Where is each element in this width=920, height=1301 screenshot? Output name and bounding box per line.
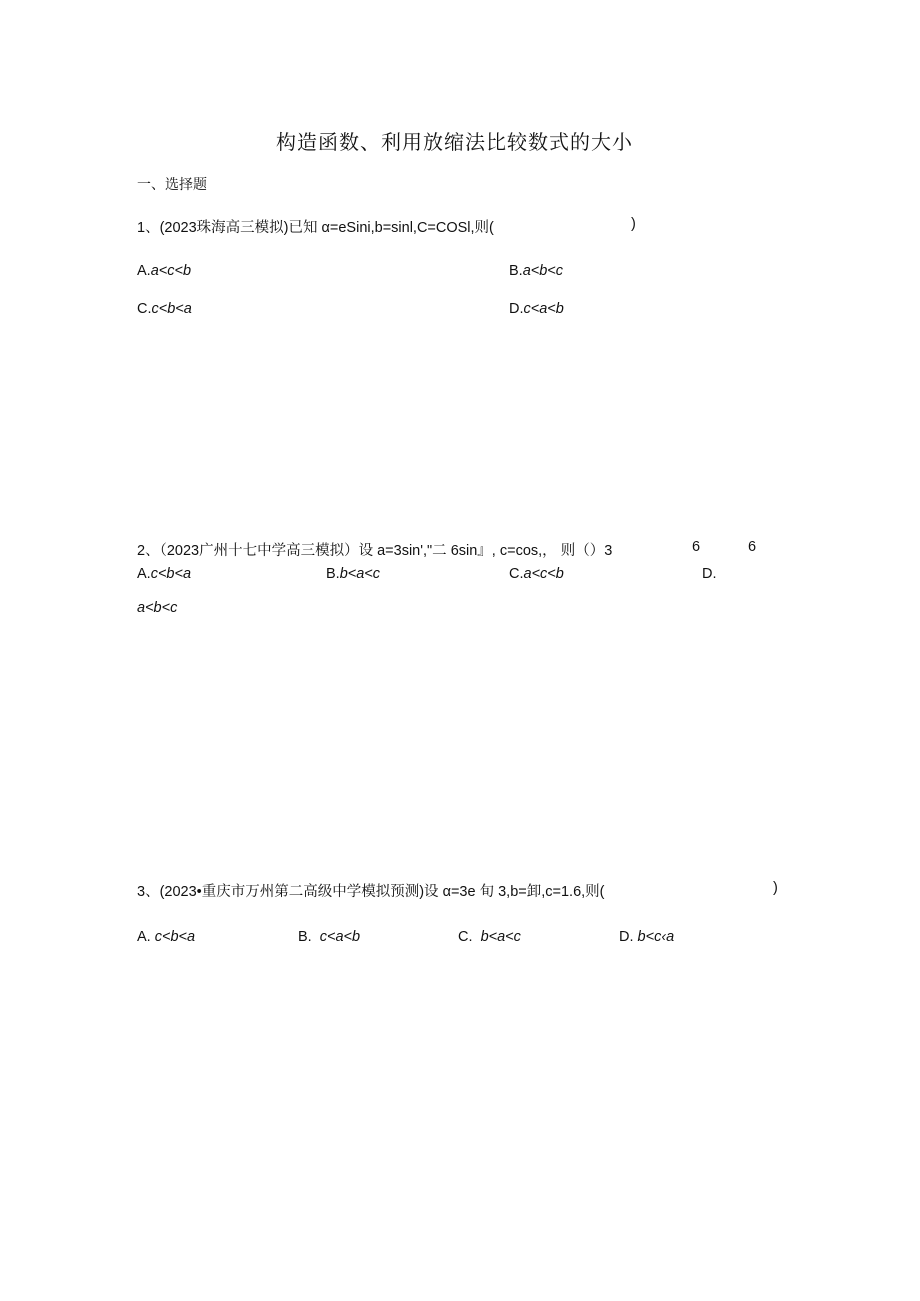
question-1-option-d xyxy=(509,301,564,317)
question-2-option-b xyxy=(326,566,380,582)
question-2-option-d-expr: a<b<c xyxy=(137,600,178,616)
question-1-stem: 1、(2023珠海高三模拟)已知 α=eSini,b=sinl,C=COSl,则( xyxy=(137,220,494,236)
question-3-option-d xyxy=(619,929,674,945)
option-expr: c<b<a xyxy=(150,566,192,582)
question-3-option-a xyxy=(137,929,195,945)
option-expr: a<c<b xyxy=(523,566,564,582)
option-expr: b<c‹a xyxy=(637,929,675,945)
question-2-option-a xyxy=(137,566,191,582)
question-1-close-paren: ) xyxy=(631,216,636,232)
question-2-option-c xyxy=(509,566,564,582)
option-expr: c<b<a xyxy=(154,929,196,945)
question-2-stem: 2、（2023广州十七中学高三模拟）设 a=3sin',"二 6sin』, c=cos,， 则（）3 xyxy=(137,543,613,559)
question-1-option-b xyxy=(509,263,563,279)
question-3-stem: 3、(2023•重庆市万州第二高级中学模拟预测)设 α=3e 旬 3,b=卸,c=1.6,则( xyxy=(137,884,605,900)
option-label: B. xyxy=(298,929,312,945)
question-1-option-a xyxy=(137,263,191,279)
question-2-number-1: 6 xyxy=(692,539,701,555)
option-label: D. xyxy=(619,929,634,945)
option-label: A. xyxy=(137,263,151,279)
option-label: C. xyxy=(509,566,524,582)
option-label: B. xyxy=(326,566,340,582)
option-expr: c<b<a xyxy=(151,301,192,317)
option-label: B. xyxy=(509,263,523,279)
question-3-option-b xyxy=(298,929,360,945)
question-2-number-2: 6 xyxy=(748,539,757,555)
option-label: C. xyxy=(137,301,152,317)
question-1-option-c xyxy=(137,301,192,317)
document-title: 构造函数、利用放缩法比较数式的大小 xyxy=(276,130,633,154)
option-expr: b<a<c xyxy=(339,566,381,582)
option-label: C. xyxy=(458,929,473,945)
option-label: A. xyxy=(137,566,151,582)
option-label: A. xyxy=(137,929,151,945)
section-heading: 一、选择题 xyxy=(137,176,207,192)
question-2-option-d-label: D. xyxy=(702,566,717,582)
question-3-close-paren: ) xyxy=(773,880,778,896)
option-expr: c<a<b xyxy=(523,301,564,317)
option-expr: a<b<c xyxy=(522,263,564,279)
option-label: D. xyxy=(509,301,524,317)
option-expr: a<c<b xyxy=(150,263,192,279)
option-expr: c<a<b xyxy=(319,929,361,945)
option-expr: b<a<c xyxy=(480,929,521,945)
question-3-option-c xyxy=(458,929,521,945)
